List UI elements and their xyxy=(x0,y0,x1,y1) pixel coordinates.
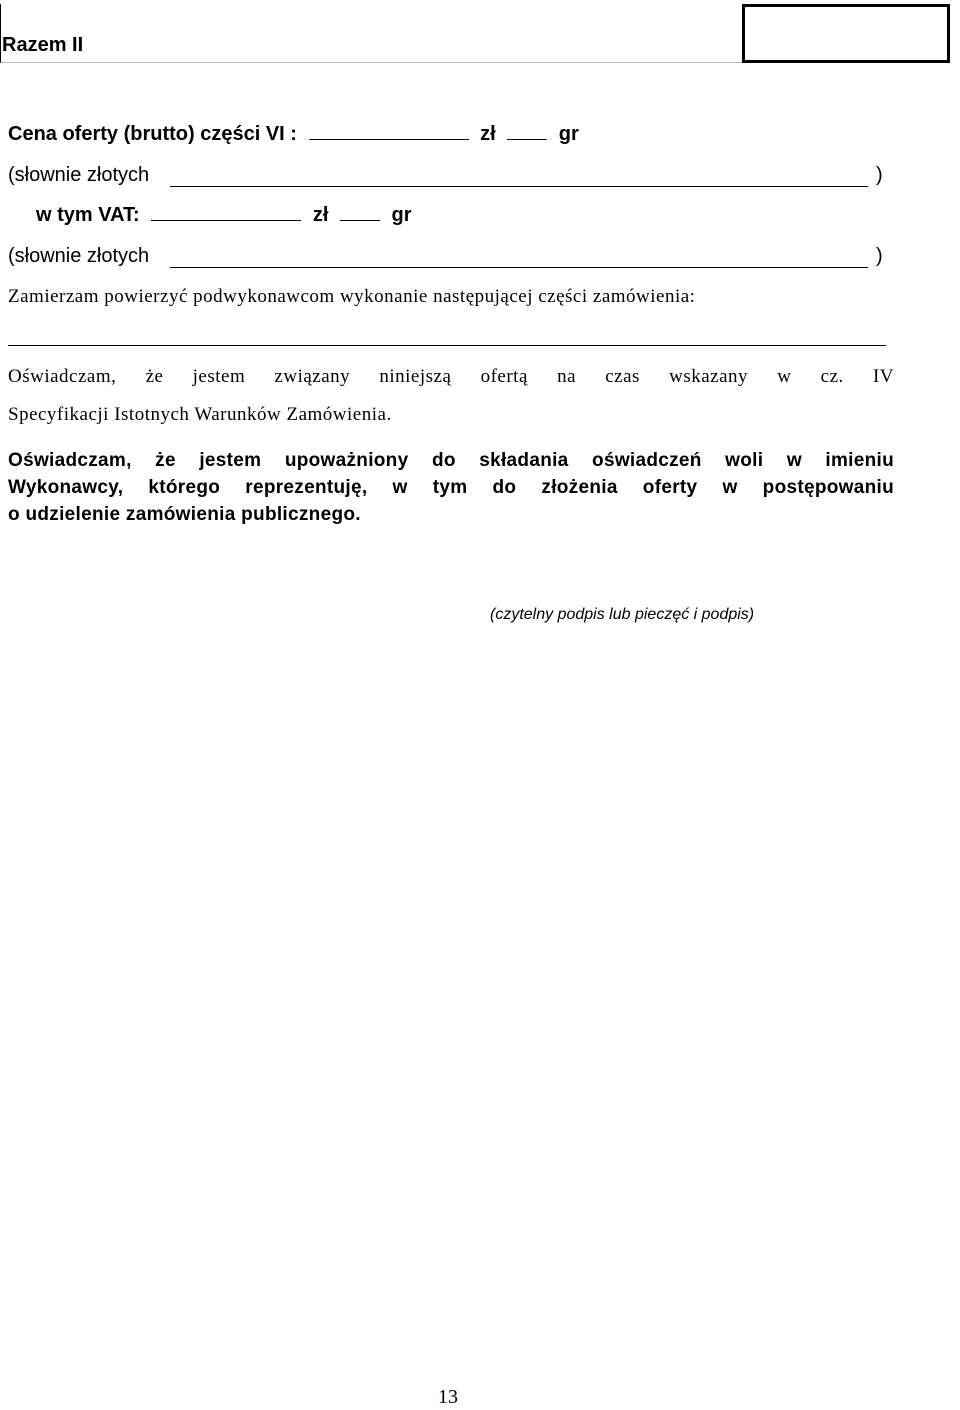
total-amount-box[interactable] xyxy=(742,4,950,63)
vat-words-close: ) xyxy=(876,245,883,267)
subcontract-field[interactable] xyxy=(8,344,886,346)
vat-row xyxy=(36,204,412,227)
vat-gr-field[interactable] xyxy=(340,219,380,221)
price-row xyxy=(8,123,579,146)
subcontract-label: Zamierzam powierzyć podwykonawcom wykonanie następującej części zamówienia: xyxy=(8,286,696,307)
price-zl-unit: zł xyxy=(480,123,496,145)
declaration-authorization-line1: Oświadczam, że jestem upoważniony do składania oświadczeń woli w imieniu xyxy=(8,450,894,471)
price-words-field[interactable] xyxy=(170,185,868,187)
price-words-close: ) xyxy=(876,164,883,186)
declaration-authorization xyxy=(8,447,894,528)
header-rule xyxy=(0,4,743,63)
vat-zl-unit: zł xyxy=(312,204,329,226)
declaration-authorization-line3: o udzielenie zamówienia publicznego. xyxy=(8,504,361,525)
page-number: 13 xyxy=(438,1386,458,1408)
vat-words-field[interactable] xyxy=(170,266,868,268)
vat-label: w tym VAT: xyxy=(36,204,140,226)
price-gr-field[interactable] xyxy=(507,138,547,140)
price-zl-field[interactable] xyxy=(309,138,469,140)
section-total-label: Razem II xyxy=(2,34,84,56)
price-words-open: (słownie złotych xyxy=(8,164,150,186)
price-gr-unit: gr xyxy=(558,123,579,145)
vat-words-row xyxy=(8,245,149,268)
declaration-authorization-line2: Wykonawcy, którego reprezentuję, w tym do złożenia oferty w postępowaniu xyxy=(8,477,894,498)
vat-gr-unit: gr xyxy=(391,204,412,226)
declaration-validity-line1: Oświadczam, że jestem związany niniejszą ofertą na czas wskazany w cz. IV xyxy=(8,366,894,387)
price-label: Cena oferty (brutto) części VI : xyxy=(8,123,297,145)
price-words-row xyxy=(8,164,149,187)
vat-zl-field[interactable] xyxy=(151,219,301,221)
vat-words-open: (słownie złotych xyxy=(8,245,150,267)
signature-caption: (czytelny podpis lub pieczęć i podpis) xyxy=(490,606,755,623)
declaration-validity-line2: Specyfikacji Istotnych Warunków Zamówienia. xyxy=(8,404,392,425)
